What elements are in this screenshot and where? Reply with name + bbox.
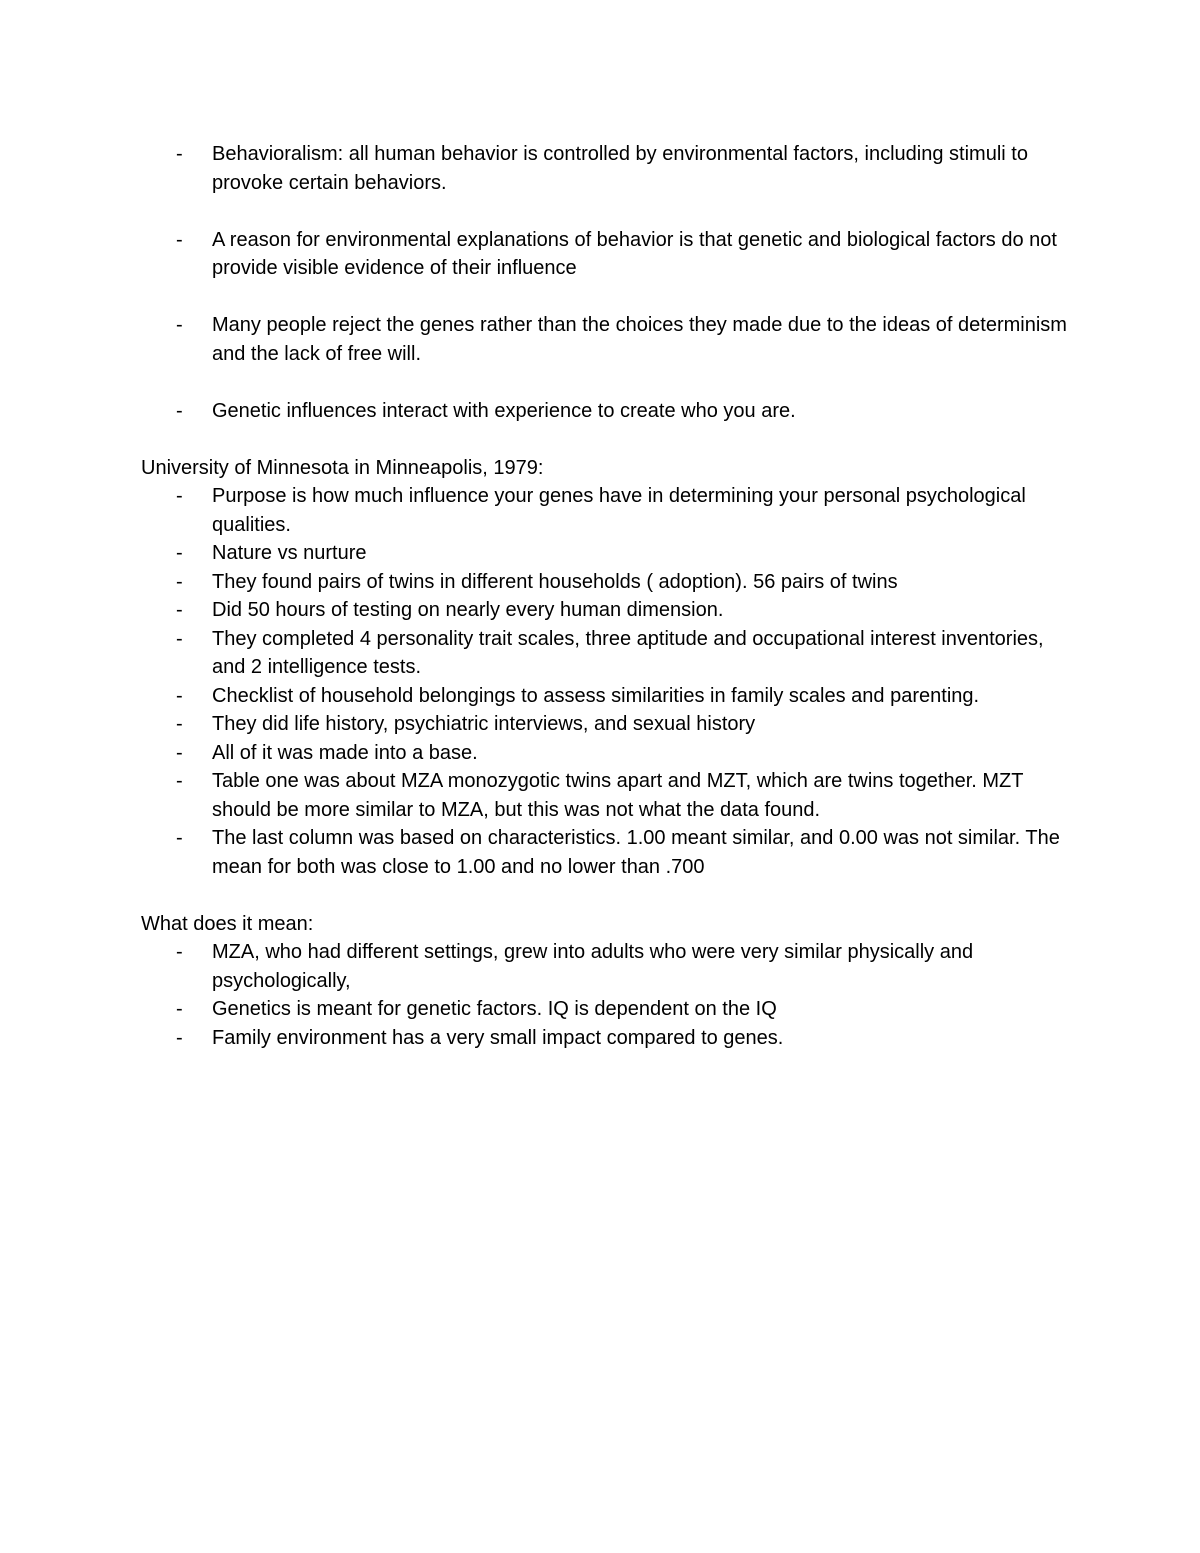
bullet-text: Genetics is meant for genetic factors. IQ is dependent on the IQ <box>212 998 777 1020</box>
bullet-text: Did 50 hours of testing on nearly every human dimension. <box>212 599 724 621</box>
list-item <box>141 1024 1071 1053</box>
list-item <box>141 625 1071 682</box>
list-item <box>141 710 1071 739</box>
bullet-dash: - <box>176 741 183 764</box>
bullet-text: The last column was based on characteristics. 1.00 meant similar, and 0.00 was not similar. The mean for both was close to 1.00 and no lower than .700 <box>212 827 1060 878</box>
list-item <box>141 596 1071 625</box>
bullet-text: They did life history, psychiatric interviews, and sexual history <box>212 713 756 735</box>
meaning-section <box>141 910 1071 1053</box>
document-body <box>141 140 1071 1052</box>
bullet-dash: - <box>176 143 183 165</box>
list-item <box>141 682 1071 711</box>
bullet-text: MZA, who had different settings, grew into adults who were very similar physically and psychologically, <box>212 941 974 992</box>
bullet-dash: - <box>176 399 183 422</box>
list-item <box>141 397 1071 426</box>
bullet-text: Many people reject the genes rather than the choices they made due to the ideas of determinism and the lack of free will. <box>212 314 1067 365</box>
list-item <box>141 226 1071 283</box>
list-item <box>141 824 1071 881</box>
list-item <box>141 767 1071 824</box>
meaning-heading: What does it mean: <box>141 912 314 935</box>
bullet-dash: - <box>176 314 183 336</box>
meaning-bullet-list <box>141 938 1071 1052</box>
bullet-dash: - <box>176 684 183 707</box>
bullet-dash: - <box>176 570 183 593</box>
bullet-text: Nature vs nurture <box>212 542 367 564</box>
bullet-dash: - <box>176 998 183 1020</box>
bullet-text: All of it was made into a base. <box>212 741 478 764</box>
list-item <box>141 311 1071 368</box>
bullet-dash: - <box>176 599 183 621</box>
list-item <box>141 140 1071 197</box>
study-bullet-list <box>141 482 1071 881</box>
study-section <box>141 454 1071 882</box>
bullet-text: Purpose is how much influence your genes have in determining your personal psychological qualities. <box>212 485 1026 536</box>
bullet-text: Behavioralism: all human behavior is controlled by environmental factors, including stimuli to provoke certain behaviors. <box>212 143 1028 194</box>
list-item <box>141 568 1071 597</box>
bullet-text: Table one was about MZA monozygotic twins apart and MZT, which are twins together. MZT should be more similar to MZA, but this was not what the data found. <box>212 770 1024 821</box>
list-item <box>141 539 1071 568</box>
bullet-dash: - <box>176 713 183 735</box>
paragraph-spacer <box>141 881 1071 910</box>
bullet-dash: - <box>176 827 183 849</box>
bullet-dash: - <box>176 485 183 507</box>
intro-bullet-list <box>141 140 1071 425</box>
bullet-dash: - <box>176 542 183 564</box>
bullet-text: They found pairs of twins in different households ( adoption). 56 pairs of twins <box>212 570 898 593</box>
bullet-dash: - <box>176 627 183 650</box>
list-item <box>141 739 1071 768</box>
list-item <box>141 482 1071 539</box>
bullet-text: A reason for environmental explanations of behavior is that genetic and biological factors do not provide visible evidence of their influence <box>212 228 1057 279</box>
list-item <box>141 938 1071 995</box>
bullet-text: Genetic influences interact with experience to create who you are. <box>212 399 796 422</box>
bullet-text: They completed 4 personality trait scales, three aptitude and occupational interest inventories, and 2 intelligence tests. <box>212 627 1044 678</box>
bullet-dash: - <box>176 770 183 792</box>
bullet-text: Checklist of household belongings to assess similarities in family scales and parenting. <box>212 684 980 707</box>
bullet-dash: - <box>176 941 183 963</box>
bullet-dash: - <box>176 228 183 251</box>
bullet-text: Family environment has a very small impact compared to genes. <box>212 1026 784 1049</box>
bullet-dash: - <box>176 1026 183 1049</box>
list-item <box>141 995 1071 1024</box>
study-heading: University of Minnesota in Minneapolis, 1979: <box>141 456 544 479</box>
